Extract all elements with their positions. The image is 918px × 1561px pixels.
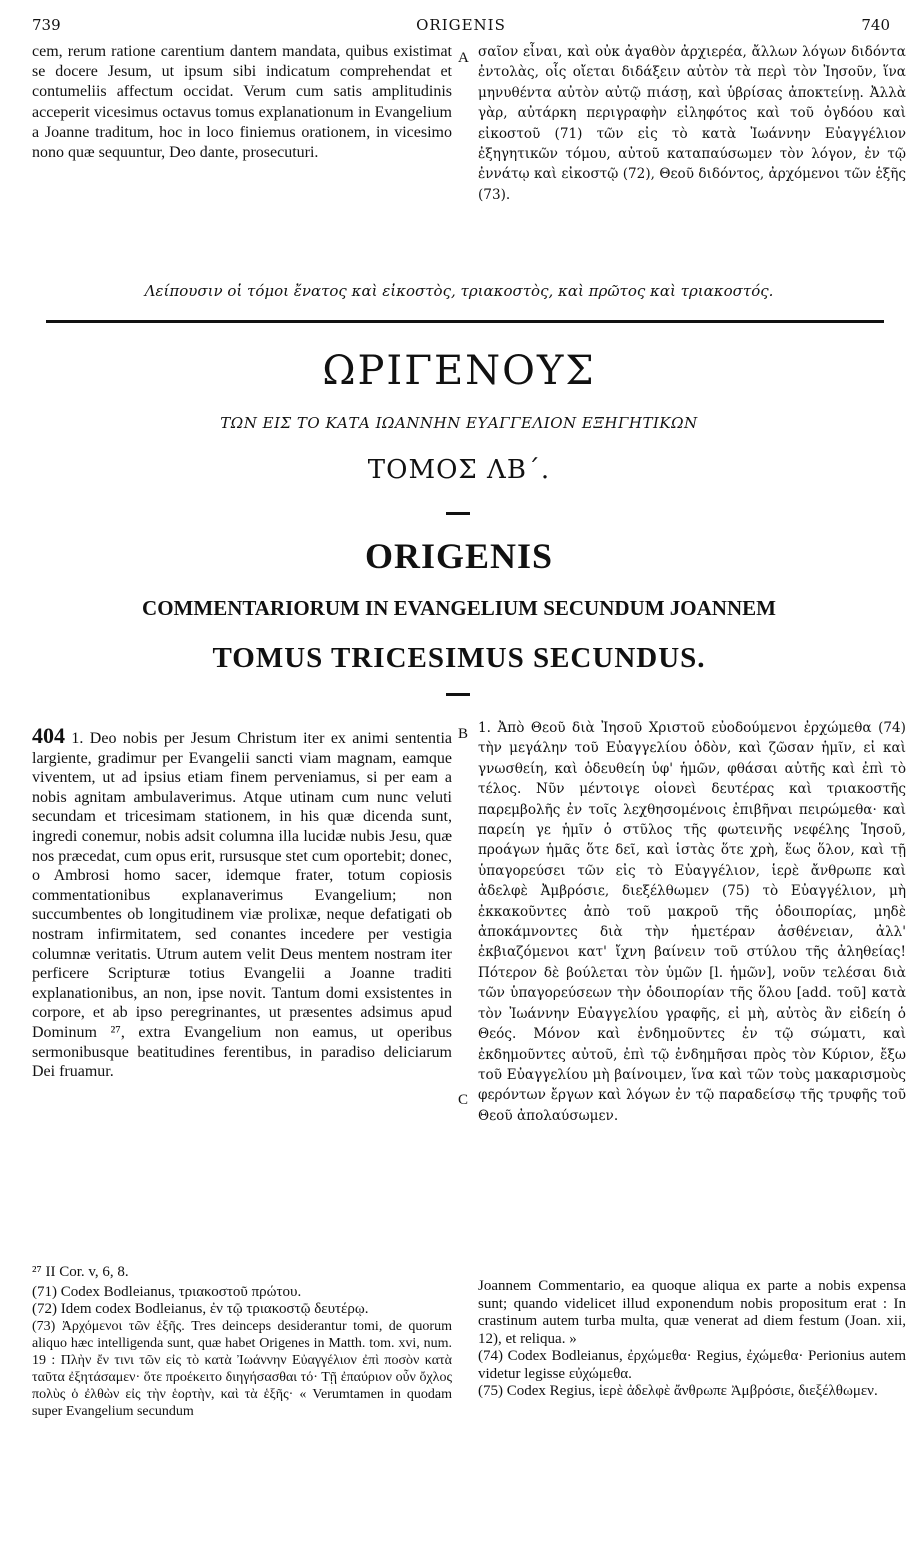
margin-letter-b: B — [458, 726, 469, 742]
migne-column-number: 404 — [32, 723, 65, 748]
top-latin-text: cem, rerum ratione carentium dantem mandata, quibus existimat se docere Jesum, ut ipsum sibi indicatum comprehendat et contumeliis affectum occidat. Verum cum satis amplitudinis acceperit vicesimus octavus tomus explanationum in Evangelium a Joanne traditum, hoc in loco finiemus orationem, in vicesimo nono quæ sequuntur, Deo dante, prosecuturi. — [32, 43, 452, 162]
section-rule — [46, 320, 884, 323]
top-greek-text: σαῖον εἶναι, καὶ οὐκ ἀγαθὸν ἀρχιερέα, ἄλλων λόγων διδόντα ἐντολὰς, οἷς οἴεται διδάξειν αὐτὸν τὰ περὶ τὸν Ἰησοῦν, ἵνα μηνυθέντα αὐτὸν αὐτῷ πιάσῃ, καὶ ὑβρίσας ἀποκτείνῃ. Ἀλλὰ γὰρ, αὐτάρκη περιγραφὴν εἰληφότος καὶ τοῦ ὀγδόου καὶ εἰκοστοῦ (71) τῶν εἰς τὸ κατὰ Ἰωάννην Εὐαγγέλιον ἐξηγητικῶν τόμου, αὐτοῦ καταπαύσωμεν τὸν λόγον, ἐν τῷ ἐννάτῳ καὶ εἰκοστῷ (72), Θεοῦ διδόντος, ἀρχόμενοι τῶν ἑξῆς (73). — [478, 44, 906, 203]
top-greek-column — [478, 42, 906, 205]
body-greek-text: 1. Ἀπὸ Θεοῦ διὰ Ἰησοῦ Χριστοῦ εὐοδούμενοι ἐρχώμεθα (74) τὴν μεγάλην τοῦ Εὐαγγελίου ὁδὸν, καὶ ζῶσαν ἡμῖν, εἰ καὶ γνωσθείη, καὶ ὁδευθείη ὑφ' ἡμῶν, φθάσαι αὐτῆς καὶ ἐπὶ τὸ τέλος. Νῦν μέντοιγε οἱονεὶ δευτέρας καὶ τριακοστῆς παρεμβολῆς ἐν τοῖς λεχθησομένοις ἐπιβῆναι πειρώμεθα· καὶ παρείη γε ἡμῖν ὁ στῦλος τῆς φωτεινῆς νεφέλης Ἰησοῦ, προάγων ἡμᾶς ὅτε δεῖ, καὶ ἱστὰς ὅτε χρὴ, ἕως ὅλον, καὶ τῇ ὑπαγορεύσει τῶν εἰς τὸ Εὐαγγέλιον, ἱερὲ ἄνθρωπε καὶ ἀδελφὲ Ἀμβρόσιε, διεξέλθωμεν (75) τὸ Εὐαγγέλιον, μὴ ἐκκακοῦντες ἀπὸ τοῦ μακροῦ τῆς ὁδοιπορίας, μηδὲ ἀποκάμνοντες διὰ τὴν ἡμετέραν ἀσθένειαν, ἀλλ' ἐκβιαζόμενοι κατ' ἴχνη βαίνειν τοῦ στύλου τῆς ἀληθείας! Πότερον δὲ βούλεται τὸν ὑμῶν [l. ἡμῶν], νοῦν τελέσαι διὰ τῶν ὑπαγορεύσεων τὴν ὁδοιπορίαν τῆς ὅλου [add. τοῦ] κατὰ τὸν Ἰωάννην Εὐαγγελίου γραφῆς, εἰ μὴ, αὐτὸς ἂν εἰδείη ὁ Θεός. Μόνον καὶ ἐνδημοῦντες ἐν τῷ σώματι, καὶ ἐκδημοῦντες αὐτοῦ, ἐπὶ τῷ ἐνδημῆσαι πρὸς τὸν Κύριον, ἔξω τοῦ Εὐαγγελίου μὴ βαίνοιμεν, ἵνα καὶ τῶν τοὺς μακαρισμοὺς φερόντων ἔργων καὶ λόγων ἐν τῷ παραδείσῳ τῆς τρυφῆς τοῦ Θεοῦ ἀπολαύσωμεν. — [478, 720, 906, 1124]
left-page-number: 739 — [32, 16, 61, 34]
right-page-number: 740 — [861, 16, 890, 34]
title-divider — [446, 693, 470, 696]
scripture-footnote: ²⁷ II Cor. v, 6, 8. — [32, 1264, 129, 1280]
greek-tome-title: ΤΟΜΟΣ ΛΒ΄. — [367, 455, 551, 485]
footnote-75: (75) Codex Regius, ἱερὲ ἀδελφὲ ἄνθρωπε Ἀμβρόσιε, διεξέλθωμεν. — [478, 1383, 878, 1399]
footnote-72: (72) Idem codex Bodleianus, ἐν τῷ τριακοστῷ δευτέρῳ. — [32, 1301, 369, 1317]
footnote-71: (71) Codex Bodleianus, τριακοστοῦ πρώτου. — [32, 1284, 302, 1300]
title-divider — [446, 512, 470, 515]
body-latin-text: 1. Deo nobis per Jesum Christum iter ex animi sententia largiente, gradimur per Evangelii sancti viam magnam, eamque viventem, ut ad ipsius etiam finem perveniamus, si per eam a nobis agnitam ambulaverimus. Atque utinam cum nunc veluti secundam et tricesimam stationem, in his quæ dicenda sunt, ingredi conemur, nobis adsit columna illa lucidæ nubis Jesu, quæ nos præcedat, cum opus erit, rursusque stet cum oportebit; donec, o Ambrosi homo sacer, idemque frater, totum copiosis commentationibus explanaverimus Evangelium; non succumbentes ob longitudinem viæ prolixæ, neque defatigati ob nostram infirmitatem, sed conantes incedere per vestigia columnæ veritatis. Utrum autem velit Deus mentem nostram iter perficere Scripturæ totius Evangelii a Joanne traditi explanationibus, an non, ipse novit. Tantum domi exsistentes in corpore, et ab ipso peregrinantes, ut præsentes adsimus apud Dominum ²⁷, extra Evangelium non eamus, ut operibus sermonibusque beatitudines ferentibus, in paradiso deliciarum Dei fruamur. — [32, 730, 453, 1081]
margin-letter-a: A — [458, 50, 469, 66]
running-header — [32, 16, 890, 38]
lacuna-note: Λείπουσιν οἱ τόμοι ἔνατος καὶ εἰκοστὸς, τριακοστὸς, καὶ πρῶτος καὶ τριακοστός. — [144, 282, 774, 300]
footnotes-left — [32, 1284, 452, 1420]
latin-work-title: COMMENTARIORUM IN EVANGELIUM SECUNDUM JOANNEM — [142, 596, 776, 620]
footnote-74: (74) Codex Bodleianus, ἐρχώμεθα· Regius, ἐχώμεθα· Perionius autem videtur legisse εὐχώμεθα. — [478, 1348, 906, 1382]
greek-author-title: ΩΡΙΓΕΝΟΥΣ — [322, 348, 596, 394]
latin-author-title: ORIGENIS — [364, 536, 554, 576]
greek-work-title: ΤΩΝ ΕΙΣ ΤΟ ΚΑΤΑ ΙΩΑΝΝΗΝ ΕΥΑΓΓΕΛΙΟΝ ΕΞΗΓΗΤΙΚΩΝ — [220, 414, 698, 432]
footnotes-right — [478, 1278, 906, 1401]
running-title: ORIGENIS — [416, 16, 506, 34]
body-latin-column — [32, 723, 453, 1082]
body-greek-column — [478, 718, 906, 1126]
latin-tome-title: TOMUS TRICESIMUS SECUNDUS. — [212, 642, 706, 674]
top-latin-column — [32, 42, 452, 163]
footnote-73-continued: Joannem Commentario, ea quoque aliqua ex parte a nobis expensa sunt; quando videlicet illud exponendum nobis propositum erat : In crastinum autem turba multa, quæ venerat ad diem festum (Joan. xii, 12), et reliqua. » — [478, 1278, 906, 1347]
footnote-73: (73) Ἀρχόμενοι τῶν ἑξῆς. Tres deinceps desiderantur tomi, de quorum aliquo hæc intelligenda sunt, quæ habet Origenes in Matth. tom. xvi, num. 19 : Πλὴν ἔν τινι τῶν εἰς τὸ κατὰ Ἰωάννην Εὐαγγέλιον ἐπὶ ποσὸν κατὰ ταῦτα ἐξητάσαμεν· ὅτε προέκειτο διηγήσασθαι τό· Τῇ ἐπαύριον οὖν ὄχλος πολὺς ὁ ἐλθὼν εἰς τὴν ἑορτὴν, καὶ τὰ ἑξῆς· « Verumtamen in quodam super Evangelium secundum — [32, 1319, 452, 1419]
margin-letter-c: C — [458, 1092, 469, 1108]
